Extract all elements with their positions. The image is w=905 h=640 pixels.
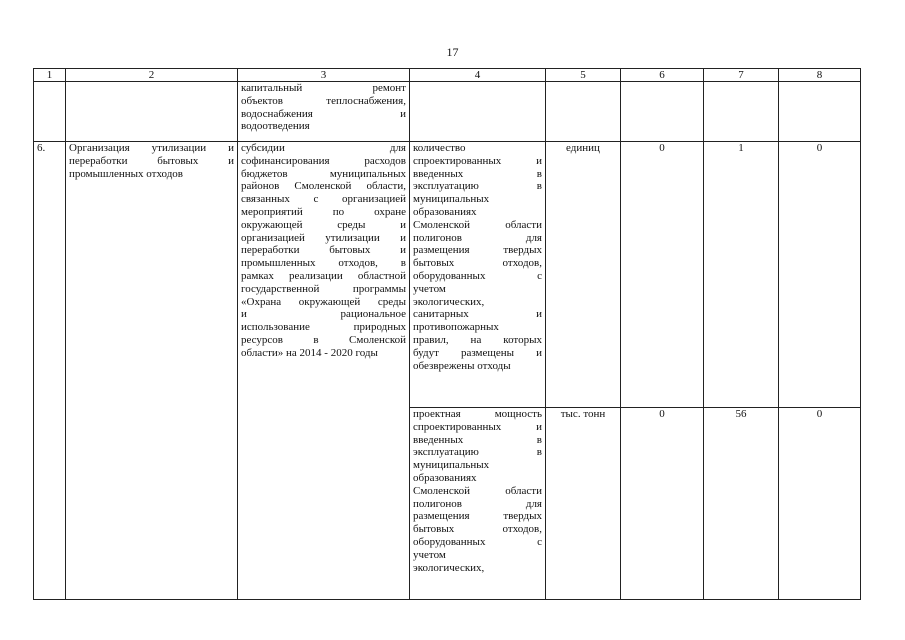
text-line: размещения твердых: [413, 510, 542, 523]
continuation-col7: [704, 82, 779, 142]
continuation-activity: [238, 82, 410, 142]
text-line: Смоленской области: [413, 218, 542, 231]
continuation-col4: [410, 82, 546, 142]
text-line: муниципальных: [413, 459, 490, 472]
text-line: области» на 2014 - 2020 годы: [241, 346, 378, 359]
text-line: проектная мощность: [413, 408, 542, 420]
text-line: водоснабжения и: [241, 107, 406, 120]
text-line: организацией утилизации и: [241, 231, 406, 244]
value-col6: 0: [621, 142, 704, 408]
text-line: будут размещены и: [413, 346, 542, 359]
text-line: противопожарных: [413, 321, 499, 334]
text-line: правил, на которых: [413, 333, 542, 346]
text-line: бытовых отходов,: [413, 257, 542, 270]
text-line: введенных в: [413, 167, 542, 180]
continuation-activity-text: [241, 82, 406, 133]
indicator-name-text: [413, 142, 542, 372]
text-line: полигонов для: [413, 231, 542, 244]
activity-description: [238, 142, 410, 600]
column-number: 4: [410, 69, 546, 82]
text-line: полигонов для: [413, 497, 542, 510]
text-line: государственной программы: [241, 282, 406, 295]
text-line: оборудованных с: [413, 535, 542, 548]
text-line: экологических,: [413, 295, 485, 308]
row-6-indicator-1: [34, 142, 861, 408]
column-number-row: [34, 69, 861, 82]
row-number: 6.: [34, 142, 66, 600]
value-col7: 56: [704, 408, 779, 600]
text-line: мероприятий по охране: [241, 205, 406, 218]
value-col7: 1: [704, 142, 779, 408]
text-line: промышленных отходов: [69, 167, 184, 180]
text-line: санитарных и: [413, 308, 542, 321]
indicator-name: [410, 142, 546, 408]
text-line: ресурсов в Смоленской: [241, 333, 406, 346]
text-line: водоотведения: [241, 120, 310, 133]
text-line: окружающей среды и: [241, 218, 406, 231]
value-col8: 0: [779, 408, 861, 600]
continuation-row: [34, 82, 861, 142]
column-number: 6: [621, 69, 704, 82]
document-table: [33, 68, 861, 600]
text-line: рамках реализации областной: [241, 269, 406, 282]
text-line: введенных в: [413, 433, 542, 446]
text-line: бытовых отходов,: [413, 523, 542, 536]
continuation-col1: [34, 82, 66, 142]
continuation-col5: [546, 82, 621, 142]
unit: тыс. тонн: [546, 408, 621, 600]
text-line: спроектированных и: [413, 420, 542, 433]
column-number: 1: [34, 69, 66, 82]
column-number: 3: [238, 69, 410, 82]
text-line: районов Смоленской области,: [241, 180, 406, 193]
text-line: переработки бытовых и: [69, 154, 234, 167]
text-line: софинансирования расходов: [241, 154, 406, 167]
text-line: учетом: [413, 548, 446, 561]
text-line: спроектированных и: [413, 154, 542, 167]
page-number: 17: [446, 45, 459, 59]
column-number: 5: [546, 69, 621, 82]
text-line: и рациональное: [241, 308, 406, 321]
text-line: связанных с организацией: [241, 193, 406, 206]
unit: единиц: [546, 142, 621, 408]
activity-description-text: [241, 142, 406, 360]
text-line: размещения твердых: [413, 244, 542, 257]
text-line: обезврежены отходы: [413, 359, 511, 372]
text-line: эксплуатацию в: [413, 180, 542, 193]
text-line: образованиях: [413, 205, 477, 218]
text-line: капитальный ремонт: [241, 82, 406, 94]
text-line: переработки бытовых и: [241, 244, 406, 257]
text-line: образованиях: [413, 471, 477, 484]
indicator-name: [410, 408, 546, 600]
text-line: использование природных: [241, 321, 406, 334]
text-line: объектов теплоснабжения,: [241, 94, 406, 107]
text-line: учетом: [413, 282, 446, 295]
text-line: эксплуатацию в: [413, 446, 542, 459]
column-number: 8: [779, 69, 861, 82]
text-line: количество: [413, 142, 466, 154]
text-line: муниципальных: [413, 193, 490, 206]
continuation-col2: [66, 82, 238, 142]
indicator-name-text: [413, 408, 542, 574]
text-line: оборудованных с: [413, 269, 542, 282]
text-line: бюджетов муниципальных: [241, 167, 406, 180]
column-number: 2: [66, 69, 238, 82]
column-number: 7: [704, 69, 779, 82]
text-line: экологических,: [413, 561, 485, 574]
task-name: [66, 142, 238, 600]
continuation-col8: [779, 82, 861, 142]
value-col8: 0: [779, 142, 861, 408]
continuation-col6: [621, 82, 704, 142]
text-line: промышленных отходов, в: [241, 257, 406, 270]
text-line: Организация утилизации и: [69, 142, 234, 154]
text-line: Смоленской области: [413, 484, 542, 497]
text-line: субсидии для: [241, 142, 406, 154]
task-name-text: [69, 142, 234, 180]
text-line: «Охрана окружающей среды: [241, 295, 406, 308]
value-col6: 0: [621, 408, 704, 600]
